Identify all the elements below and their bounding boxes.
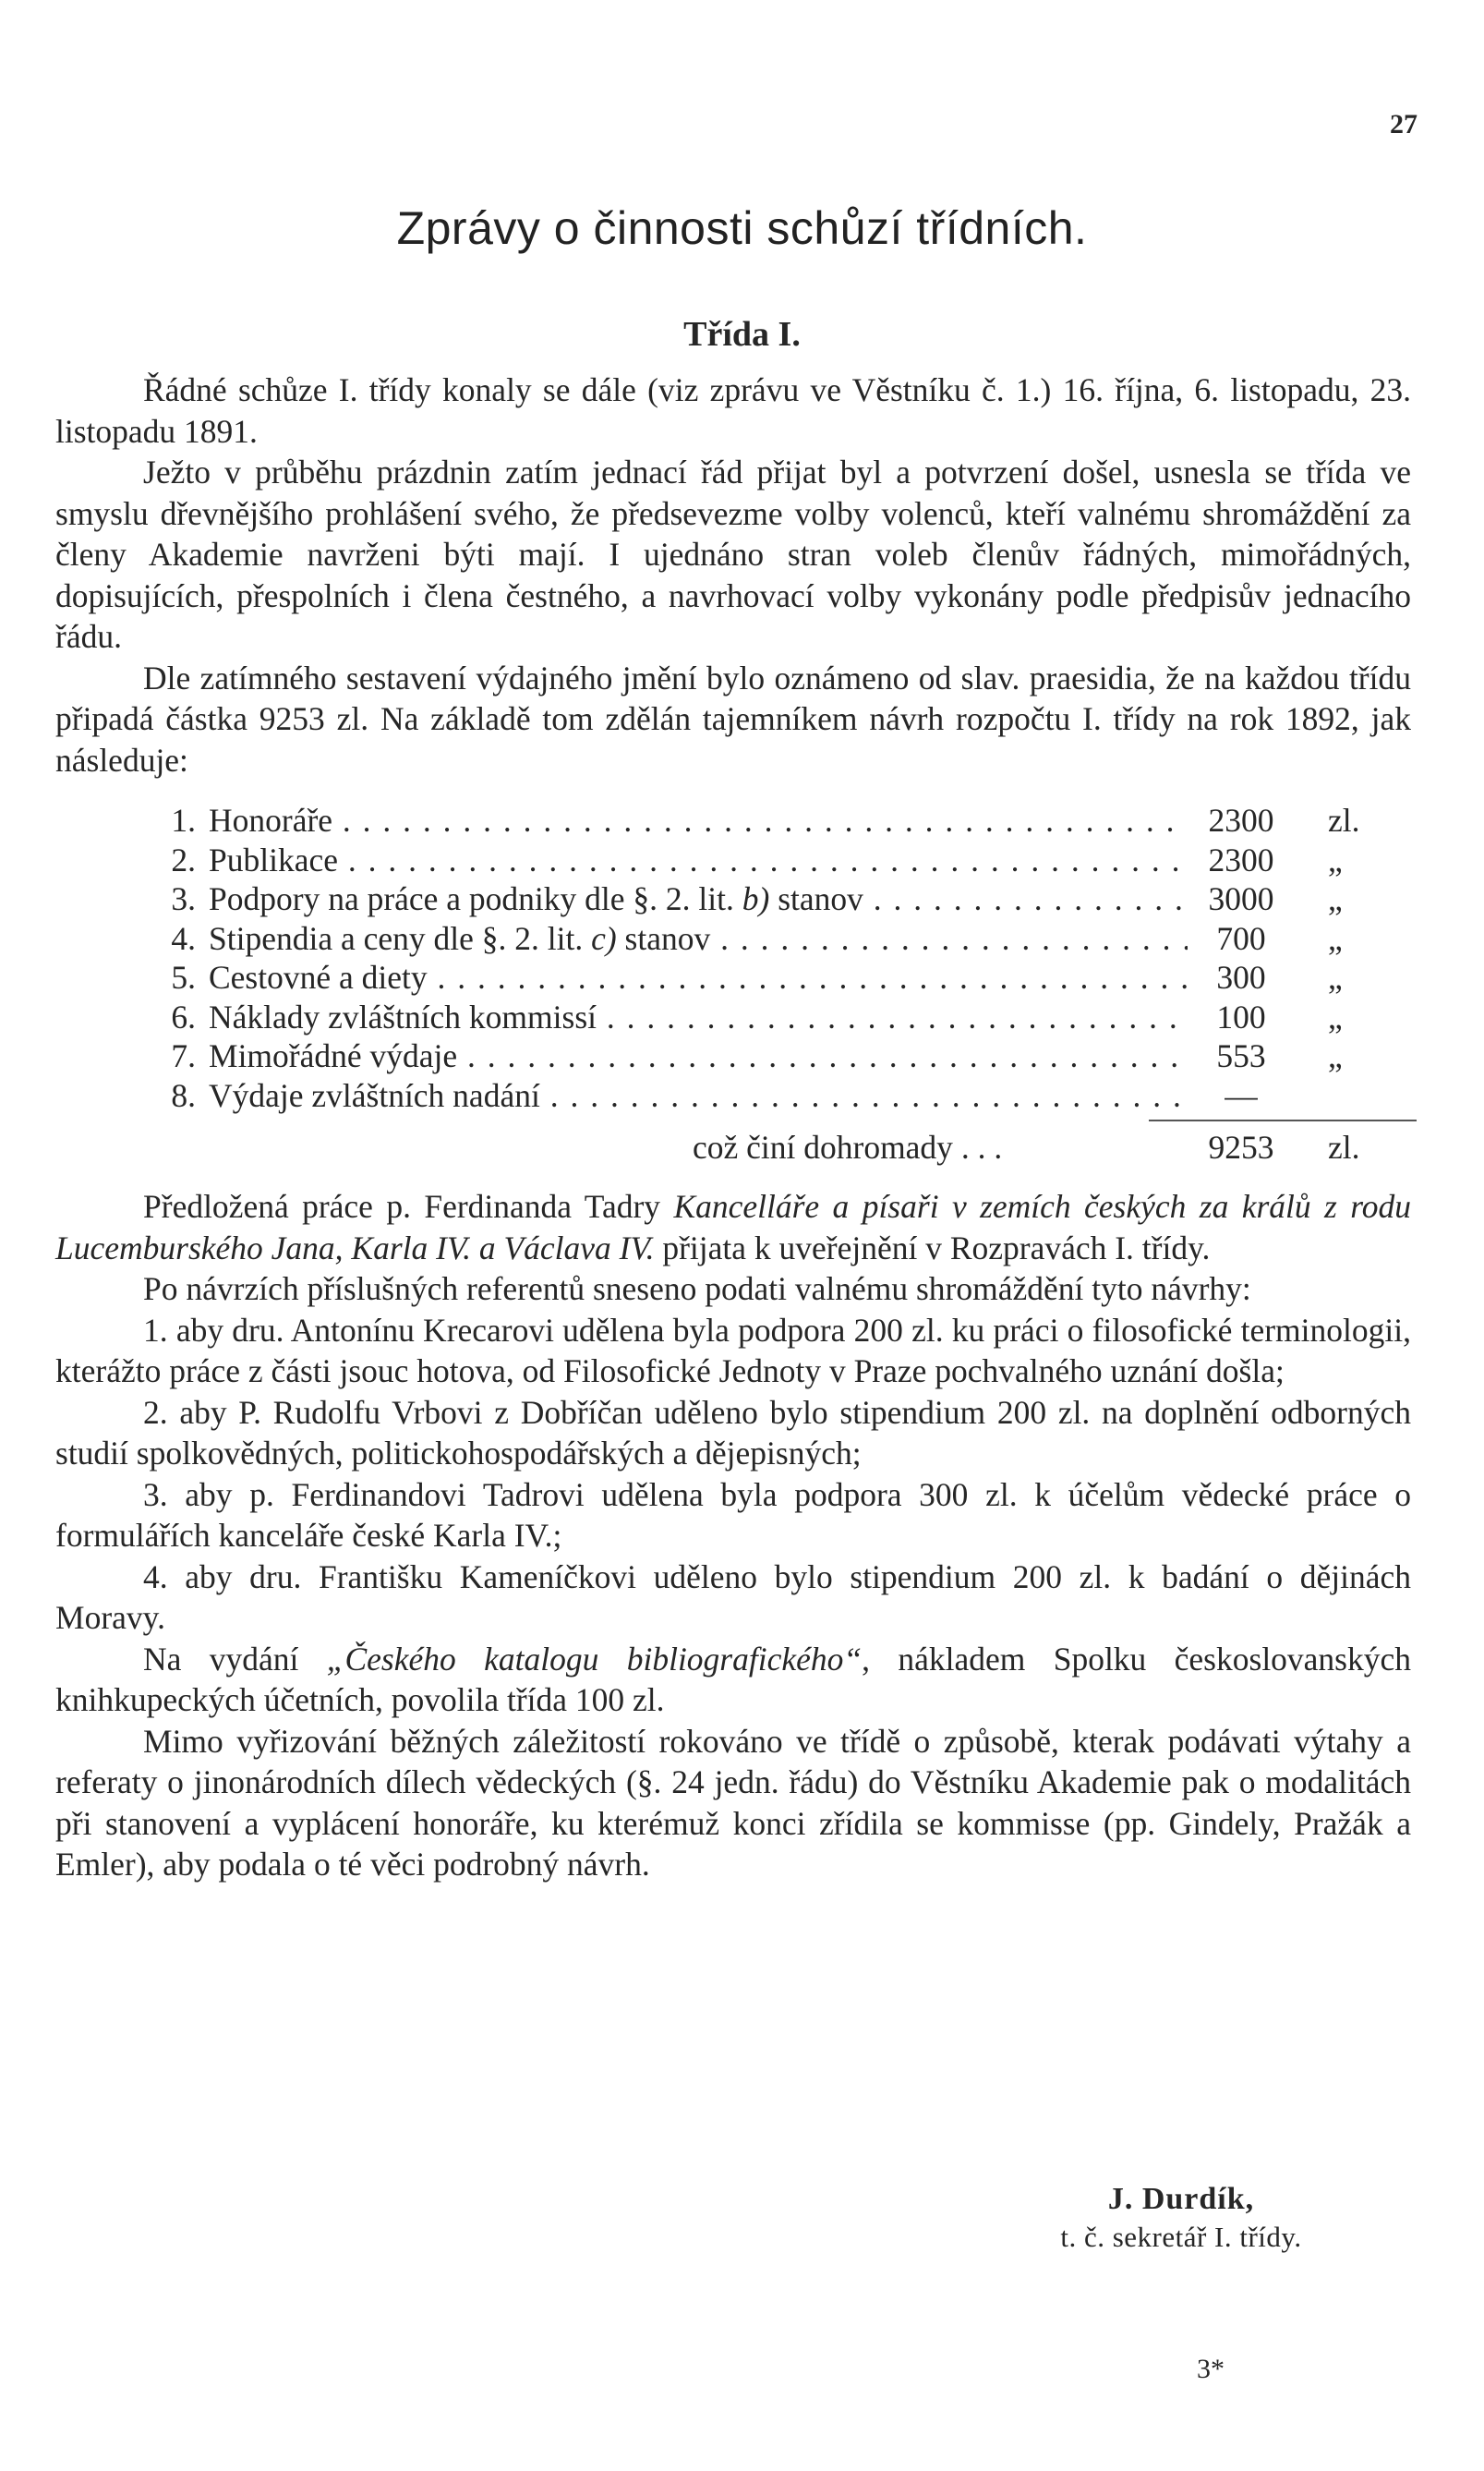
total-rule [1149,1120,1417,1121]
signature-name: J. Durdík, [1107,2182,1255,2216]
budget-row [55,1036,1411,1075]
budget-row [55,918,1411,958]
budget-table [55,800,1411,1168]
paragraph-meetings: Řádné schůze I. třídy konaly se dále (viz zprávu ve Věstníku č. 1.) 16. října, 6. listopadu, 23. listopadu 1891. [55,371,1411,450]
paragraph-bibliography: Na vydání „Českého katalogu bibliografického“, nákladem Spolku českoslovanských knihkupeckých účetních, povolila třída 100 zl. [55,1640,1412,1718]
budget-item-number: 6. [171,998,196,1036]
budget-item-unit: „ [1328,1037,1343,1074]
budget-item-number: 7. [171,1037,196,1074]
budget-item-label: Stipendia a ceny dle §. 2. lit. c) stanov . . . [209,918,1188,960]
budget-item-amount: 2300 [1208,841,1274,878]
signature-mark: 3* [1197,2354,1225,2384]
budget-row [55,878,1411,918]
budget-item-label: Mimořádné výdaje . . . [209,1036,1188,1077]
section-title: Třída I. [683,315,801,354]
budget-item-amount: 100 [1216,998,1266,1036]
paragraph-tadra-work: Předložená práce p. Ferdinanda Tadry Kancelláře a písaři v zemích českých za králů z rodu Lucemburského Jana, Karla IV. a Václava IV. přijata k uveřejnění v Rozpravách I. třídy. [55,1188,1411,1266]
paragraph-closing: Mimo vyřizování běžných záležitostí rokováno ve třídě o způsobě, kterak podávati výtahy a referaty o jinonárodních dílech vědeckých (§. 24 jedn. řádu) do Věstníku Akademie pak o modalitách při stanovení a vyplácení honoráře, ku kterémuž konci zřídila se kommisse (pp. Gindely, Pražák a Emler), aby podala o té věci podrobný návrh. [55,1722,1411,1883]
budget-item-number: 1. [171,802,196,839]
budget-item-number: 8. [171,1076,196,1114]
proposal-item: 3. aby p. Ferdinandovi Tadrovi udělena byla podpora 300 zl. k účelům vědecké práce o formulářích kanceláře české Karla IV.; [55,1475,1411,1554]
budget-item-amount: 2300 [1208,802,1274,839]
budget-item-unit: „ [1328,880,1343,917]
proposals-list [55,1310,1411,1639]
budget-total-row [55,1127,1411,1168]
proposal-item: 2. aby P. Rudolfu Vrbovi z Dobříčan uděleno bylo stipendium 200 zl. na doplnění odborných studií spolkovědných, politickohospodářských a dějepisných; [55,1393,1411,1472]
budget-item-unit: zl. [1328,802,1360,839]
budget-item-label: Výdaje zvláštních nadání . . . [209,1075,1188,1117]
budget-item-label: Publikace . . . [209,840,1188,881]
paragraph-proposals-intro: Po návrzích příslušných referentů sneseno podati valnému shromáždění tyto návrhy: [143,1270,1251,1307]
budget-item-label: Cestovné a diety . . . [209,957,1188,999]
budget-item-unit: „ [1328,998,1343,1036]
signature-block [996,2182,1366,2254]
budget-item-amount: 3000 [1208,880,1274,917]
budget-total-unit: zl. [1328,1129,1360,1166]
budget-item-unit: „ [1328,919,1343,957]
paragraph-budget-intro: Dle zatímného sestavení výdajného jmění bylo oznámeno od slav. praesidia, že na každou třídu připadá částka 9253 zl. Na základě tom zdělán tajemníkem návrh rozpočtu I. třídy na rok 1892, jak následuje: [55,659,1411,779]
article-body [55,369,1411,1885]
budget-row [55,800,1411,840]
work-title: Kancelláře a písaři v zemích českých za králů z rodu Lucemburského Jana, Karla IV. a Václava IV. [55,1188,1411,1266]
budget-item-amount: 300 [1216,959,1266,996]
budget-total-label: což činí dohromady . . . [693,1127,1173,1169]
budget-item-number: 4. [171,919,196,957]
proposal-item: 4. aby dru. Františku Kameníčkovi uděleno bylo stipendium 200 zl. k badání o dějinách Moravy. [55,1557,1411,1636]
budget-item-label: Podpory na práce a podniky dle §. 2. lit. b) stanov . . . [209,878,1188,920]
paragraph-elections: Ježto v průběhu prázdnin zatím jednací řád přijat byl a potvrzení došel, usnesla se třída ve smyslu dřevnějšího prohlášení svého, že předsevezme volby volenců, kteří valnému shromáždění za členy Akademie navrženi býti mají. I ujednáno stran voleb členův řádných, mimořádných, dopisujících, přespolních i člena čestného, a navrhovací volby vykonány podle předpisův jednacího řádu. [55,454,1411,655]
budget-item-number: 5. [171,959,196,996]
budget-row [55,957,1411,997]
page-title: Zprávy o činnosti schůzí třídních. [396,202,1088,254]
signature-role: t. č. sekretář I. třídy. [1060,2221,1302,2253]
budget-item-label: Náklady zvláštních kommissí . . . [209,997,1188,1038]
page-number: 27 [1390,109,1418,139]
budget-item-number: 2. [171,841,196,878]
bibliography-title: „Českého katalogu bibliografického“ [326,1640,863,1678]
budget-row [55,1075,1411,1115]
budget-item-amount: 553 [1216,1037,1266,1074]
budget-item-amount: — [1225,1076,1258,1114]
proposal-item: 1. aby dru. Antonínu Krecarovi udělena byla podpora 200 zl. ku práci o filosofické terminologii, kterážto práce z části jsouc hotova, od Filosofické Jednoty v Praze pochvalného uznání došla; [55,1311,1411,1389]
budget-item-unit: „ [1328,841,1343,878]
budget-item-amount: 700 [1216,919,1266,957]
budget-row [55,840,1411,879]
budget-item-unit: „ [1328,959,1343,996]
budget-row [55,997,1411,1036]
budget-total-amount: 9253 [1208,1129,1274,1166]
budget-item-number: 3. [171,880,196,917]
budget-item-label: Honoráře . . . [209,800,1188,842]
